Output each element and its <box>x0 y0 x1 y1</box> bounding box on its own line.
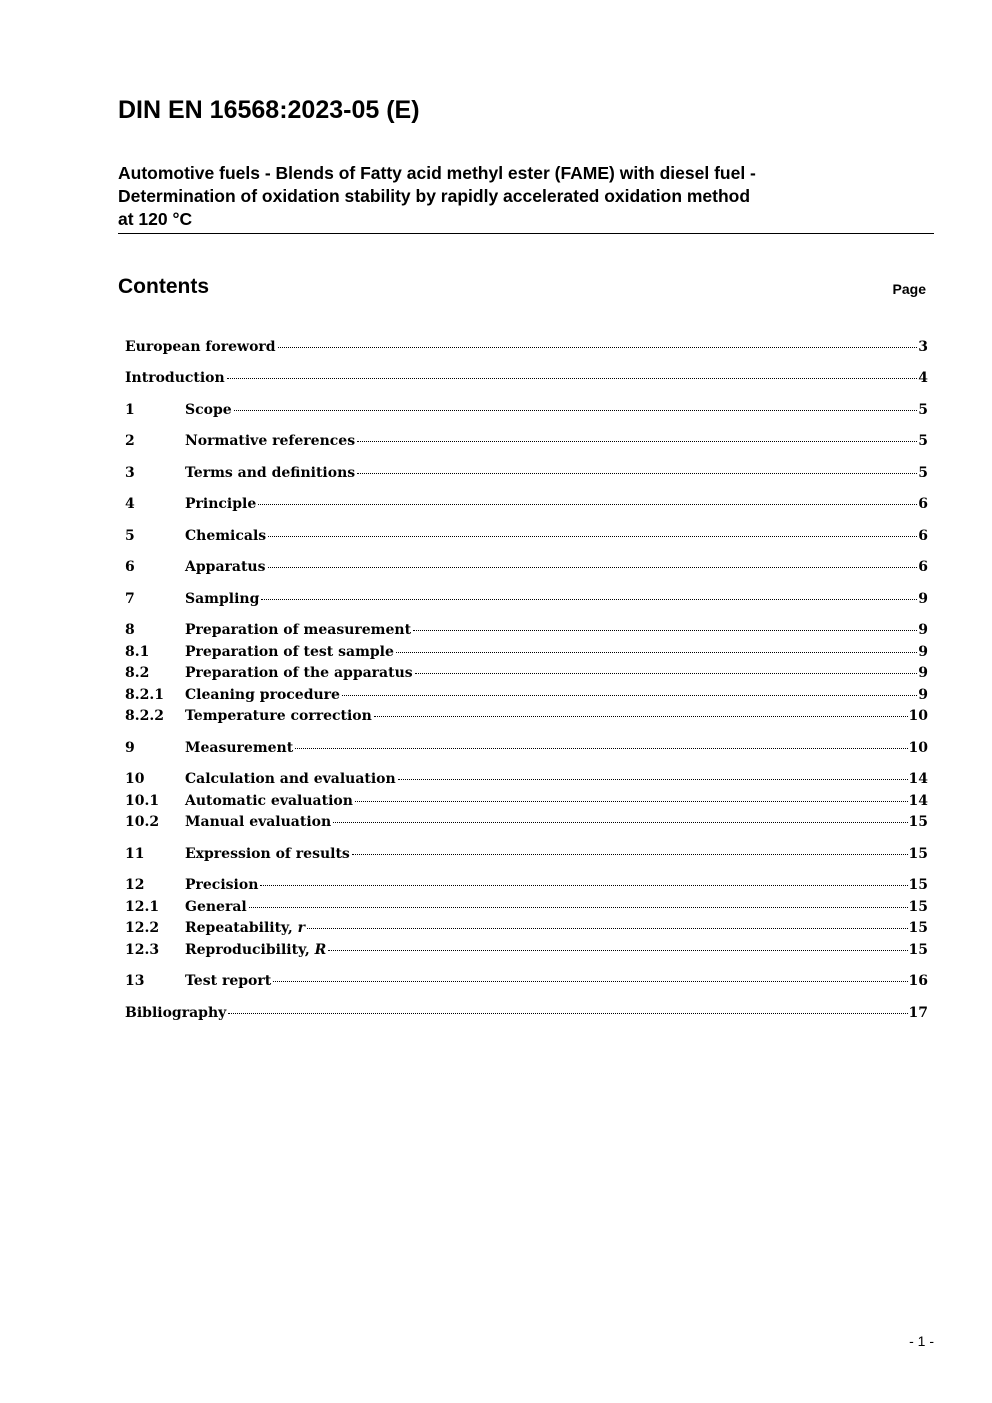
toc-entry-page: 9 <box>918 644 928 660</box>
toc-entry-introduction[interactable] <box>125 367 928 389</box>
toc-entry-label: Normative references <box>185 433 356 449</box>
toc-entry-page: 6 <box>918 559 928 575</box>
toc-dot-leader <box>398 779 908 780</box>
toc-entry-number: 8.1 <box>125 644 150 660</box>
toc-entry-number: 10.1 <box>125 793 160 809</box>
toc-entry-label: Principle <box>185 496 257 512</box>
toc-entry-label: Scope <box>185 402 232 418</box>
toc-entry-number: 3 <box>125 465 135 481</box>
toc-dot-leader <box>357 441 917 442</box>
toc-entry-label: Measurement <box>185 740 294 756</box>
toc-entry-label: Precision <box>185 877 259 893</box>
toc-entry-label: European foreword <box>125 339 276 355</box>
toc-entry-symbol: R <box>314 942 327 958</box>
toc-entry-page: 10 <box>908 740 928 756</box>
toc-entry-number: 2 <box>125 433 135 449</box>
toc-entry-page: 9 <box>918 665 928 681</box>
toc-entry-number: 10 <box>125 771 145 787</box>
toc-entry-page: 9 <box>918 622 928 638</box>
contents-heading: Contents <box>118 275 209 298</box>
toc-entry-label: General <box>185 899 247 915</box>
toc-dot-leader <box>342 695 917 696</box>
toc-entry-number: 6 <box>125 559 135 575</box>
toc-entry-page: 15 <box>908 899 928 915</box>
toc-entry-label: Preparation of measurement <box>185 622 412 638</box>
toc-entry-number: 12.2 <box>125 920 160 936</box>
toc-dot-leader <box>357 473 917 474</box>
toc-entry-label: Cleaning procedure <box>185 687 340 703</box>
toc-dot-leader <box>415 673 918 674</box>
toc-entry-number: 11 <box>125 846 145 862</box>
toc-entry-9[interactable] <box>125 737 928 759</box>
toc-entry-number: 8 <box>125 622 135 638</box>
toc-entry-1[interactable] <box>125 399 928 421</box>
toc-entry-page: 9 <box>918 687 928 703</box>
toc-entry-label: Preparation of the apparatus <box>185 665 413 681</box>
toc-entry-number: 7 <box>125 591 135 607</box>
toc-entry-8-1[interactable] <box>125 641 928 663</box>
toc-entry-label: Chemicals <box>185 528 267 544</box>
toc-entry-label: Expression of results <box>185 846 350 862</box>
toc-entry-10-2[interactable] <box>125 811 928 833</box>
toc-entry-page: 5 <box>918 465 928 481</box>
toc-dot-leader <box>396 652 917 653</box>
toc-entry-label-text: Repeatability, <box>185 920 298 936</box>
toc-entry-european-foreword[interactable] <box>125 336 928 358</box>
toc-entry-8[interactable] <box>125 619 928 641</box>
toc-entry-label: Sampling <box>185 591 260 607</box>
toc-entry-page: 15 <box>908 920 928 936</box>
toc-entry-label: Manual evaluation <box>185 814 332 830</box>
toc-entry-number: 12 <box>125 877 145 893</box>
toc-dot-leader <box>268 567 918 568</box>
document-title-line: at 120 °C <box>118 209 193 229</box>
toc-dot-leader <box>234 410 918 411</box>
toc-entry-5[interactable] <box>125 525 928 547</box>
title-divider <box>118 233 934 234</box>
toc-dot-leader <box>273 981 907 982</box>
toc-dot-leader <box>260 885 907 886</box>
page-number: - 1 - <box>909 1333 934 1349</box>
toc-dot-leader <box>307 928 908 929</box>
toc-entry-number: 12.3 <box>125 942 160 958</box>
toc-entry-number: 8.2.1 <box>125 687 164 703</box>
toc-entry-13[interactable] <box>125 970 928 992</box>
toc-entry-label <box>185 939 326 961</box>
toc-entry-page: 15 <box>908 814 928 830</box>
toc-entry-page: 15 <box>908 877 928 893</box>
toc-dot-leader <box>278 347 918 348</box>
toc-entry-number: 12.1 <box>125 899 160 915</box>
toc-entry-number: 8.2.2 <box>125 708 164 724</box>
toc-dot-leader <box>374 716 908 717</box>
toc-entry-label-text: Reproducibility, <box>185 942 315 958</box>
toc-entry-page: 4 <box>918 370 928 386</box>
toc-entry-page: 3 <box>918 339 928 355</box>
toc-entry-label: Calculation and evaluation <box>185 771 396 787</box>
toc-entry-page: 16 <box>908 973 928 989</box>
toc-dot-leader <box>355 801 908 802</box>
toc-entry-page: 6 <box>918 528 928 544</box>
toc-entry-number: 13 <box>125 973 145 989</box>
toc-entry-10[interactable] <box>125 768 928 790</box>
toc-entry-8-2-2[interactable] <box>125 705 928 727</box>
toc-entry-page: 5 <box>918 433 928 449</box>
toc-entry-page: 14 <box>908 793 928 809</box>
toc-dot-leader <box>352 854 908 855</box>
document-title <box>118 162 878 231</box>
toc-entry-6[interactable] <box>125 556 928 578</box>
toc-entry-8-2-1[interactable] <box>125 684 928 706</box>
toc-entry-label: Preparation of test sample <box>185 644 394 660</box>
toc-entry-label: Automatic evaluation <box>185 793 353 809</box>
toc-entry-bibliography[interactable] <box>125 1002 928 1024</box>
toc-entry-11[interactable] <box>125 843 928 865</box>
toc-entry-symbol: r <box>297 920 305 936</box>
toc-entry-number: 5 <box>125 528 135 544</box>
toc-entry-12-1[interactable] <box>125 896 928 918</box>
toc-entry-label: Temperature correction <box>185 708 372 724</box>
toc-entry-number: 9 <box>125 740 135 756</box>
toc-entry-page: 14 <box>908 771 928 787</box>
toc-entry-number: 8.2 <box>125 665 150 681</box>
toc-dot-leader <box>333 822 907 823</box>
toc-entry-page: 9 <box>918 591 928 607</box>
toc-dot-leader <box>413 630 917 631</box>
toc-dot-leader <box>328 950 907 951</box>
toc-entry-number: 4 <box>125 496 135 512</box>
toc-entry-page: 6 <box>918 496 928 512</box>
toc-entry-page: 15 <box>908 846 928 862</box>
toc-entry-2[interactable] <box>125 430 928 452</box>
toc-entry-3[interactable] <box>125 462 928 484</box>
toc-entry-number: 10.2 <box>125 814 160 830</box>
page-column-label: Page <box>892 281 926 297</box>
toc-entry-7[interactable] <box>125 588 928 610</box>
toc-dot-leader <box>268 536 917 537</box>
toc-dot-leader <box>227 378 918 379</box>
document-title-line: Automotive fuels - Blends of Fatty acid methyl ester (FAME) with diesel fuel - <box>118 163 756 183</box>
document-id: DIN EN 16568:2023-05 (E) <box>118 96 420 124</box>
toc-entry-12-2[interactable] <box>125 917 928 939</box>
toc-entry-8-2[interactable] <box>125 662 928 684</box>
toc-dot-leader <box>261 599 917 600</box>
toc-entry-page: 17 <box>908 1005 928 1021</box>
toc-dot-leader <box>228 1013 907 1014</box>
toc-dot-leader <box>249 907 908 908</box>
toc-entry-10-1[interactable] <box>125 790 928 812</box>
toc-entry-number: 1 <box>125 402 135 418</box>
toc-entry-page: 5 <box>918 402 928 418</box>
toc-entry-label: Test report <box>185 973 272 989</box>
toc-dot-leader <box>258 504 917 505</box>
document-title-line: Determination of oxidation stability by rapidly accelerated oxidation method <box>118 186 751 206</box>
toc-entry-label: Introduction <box>125 370 225 386</box>
toc-entry-label: Apparatus <box>185 559 266 575</box>
toc-entry-page: 15 <box>908 942 928 958</box>
toc-entry-page: 10 <box>908 708 928 724</box>
toc-entry-12-3[interactable] <box>125 939 928 961</box>
toc-entry-label: Bibliography <box>125 1005 227 1021</box>
toc-entry-4[interactable] <box>125 493 928 515</box>
toc-entry-12[interactable] <box>125 874 928 896</box>
toc-entry-label <box>185 917 305 939</box>
toc-dot-leader <box>295 748 907 749</box>
toc-entry-label: Terms and definitions <box>185 465 356 481</box>
